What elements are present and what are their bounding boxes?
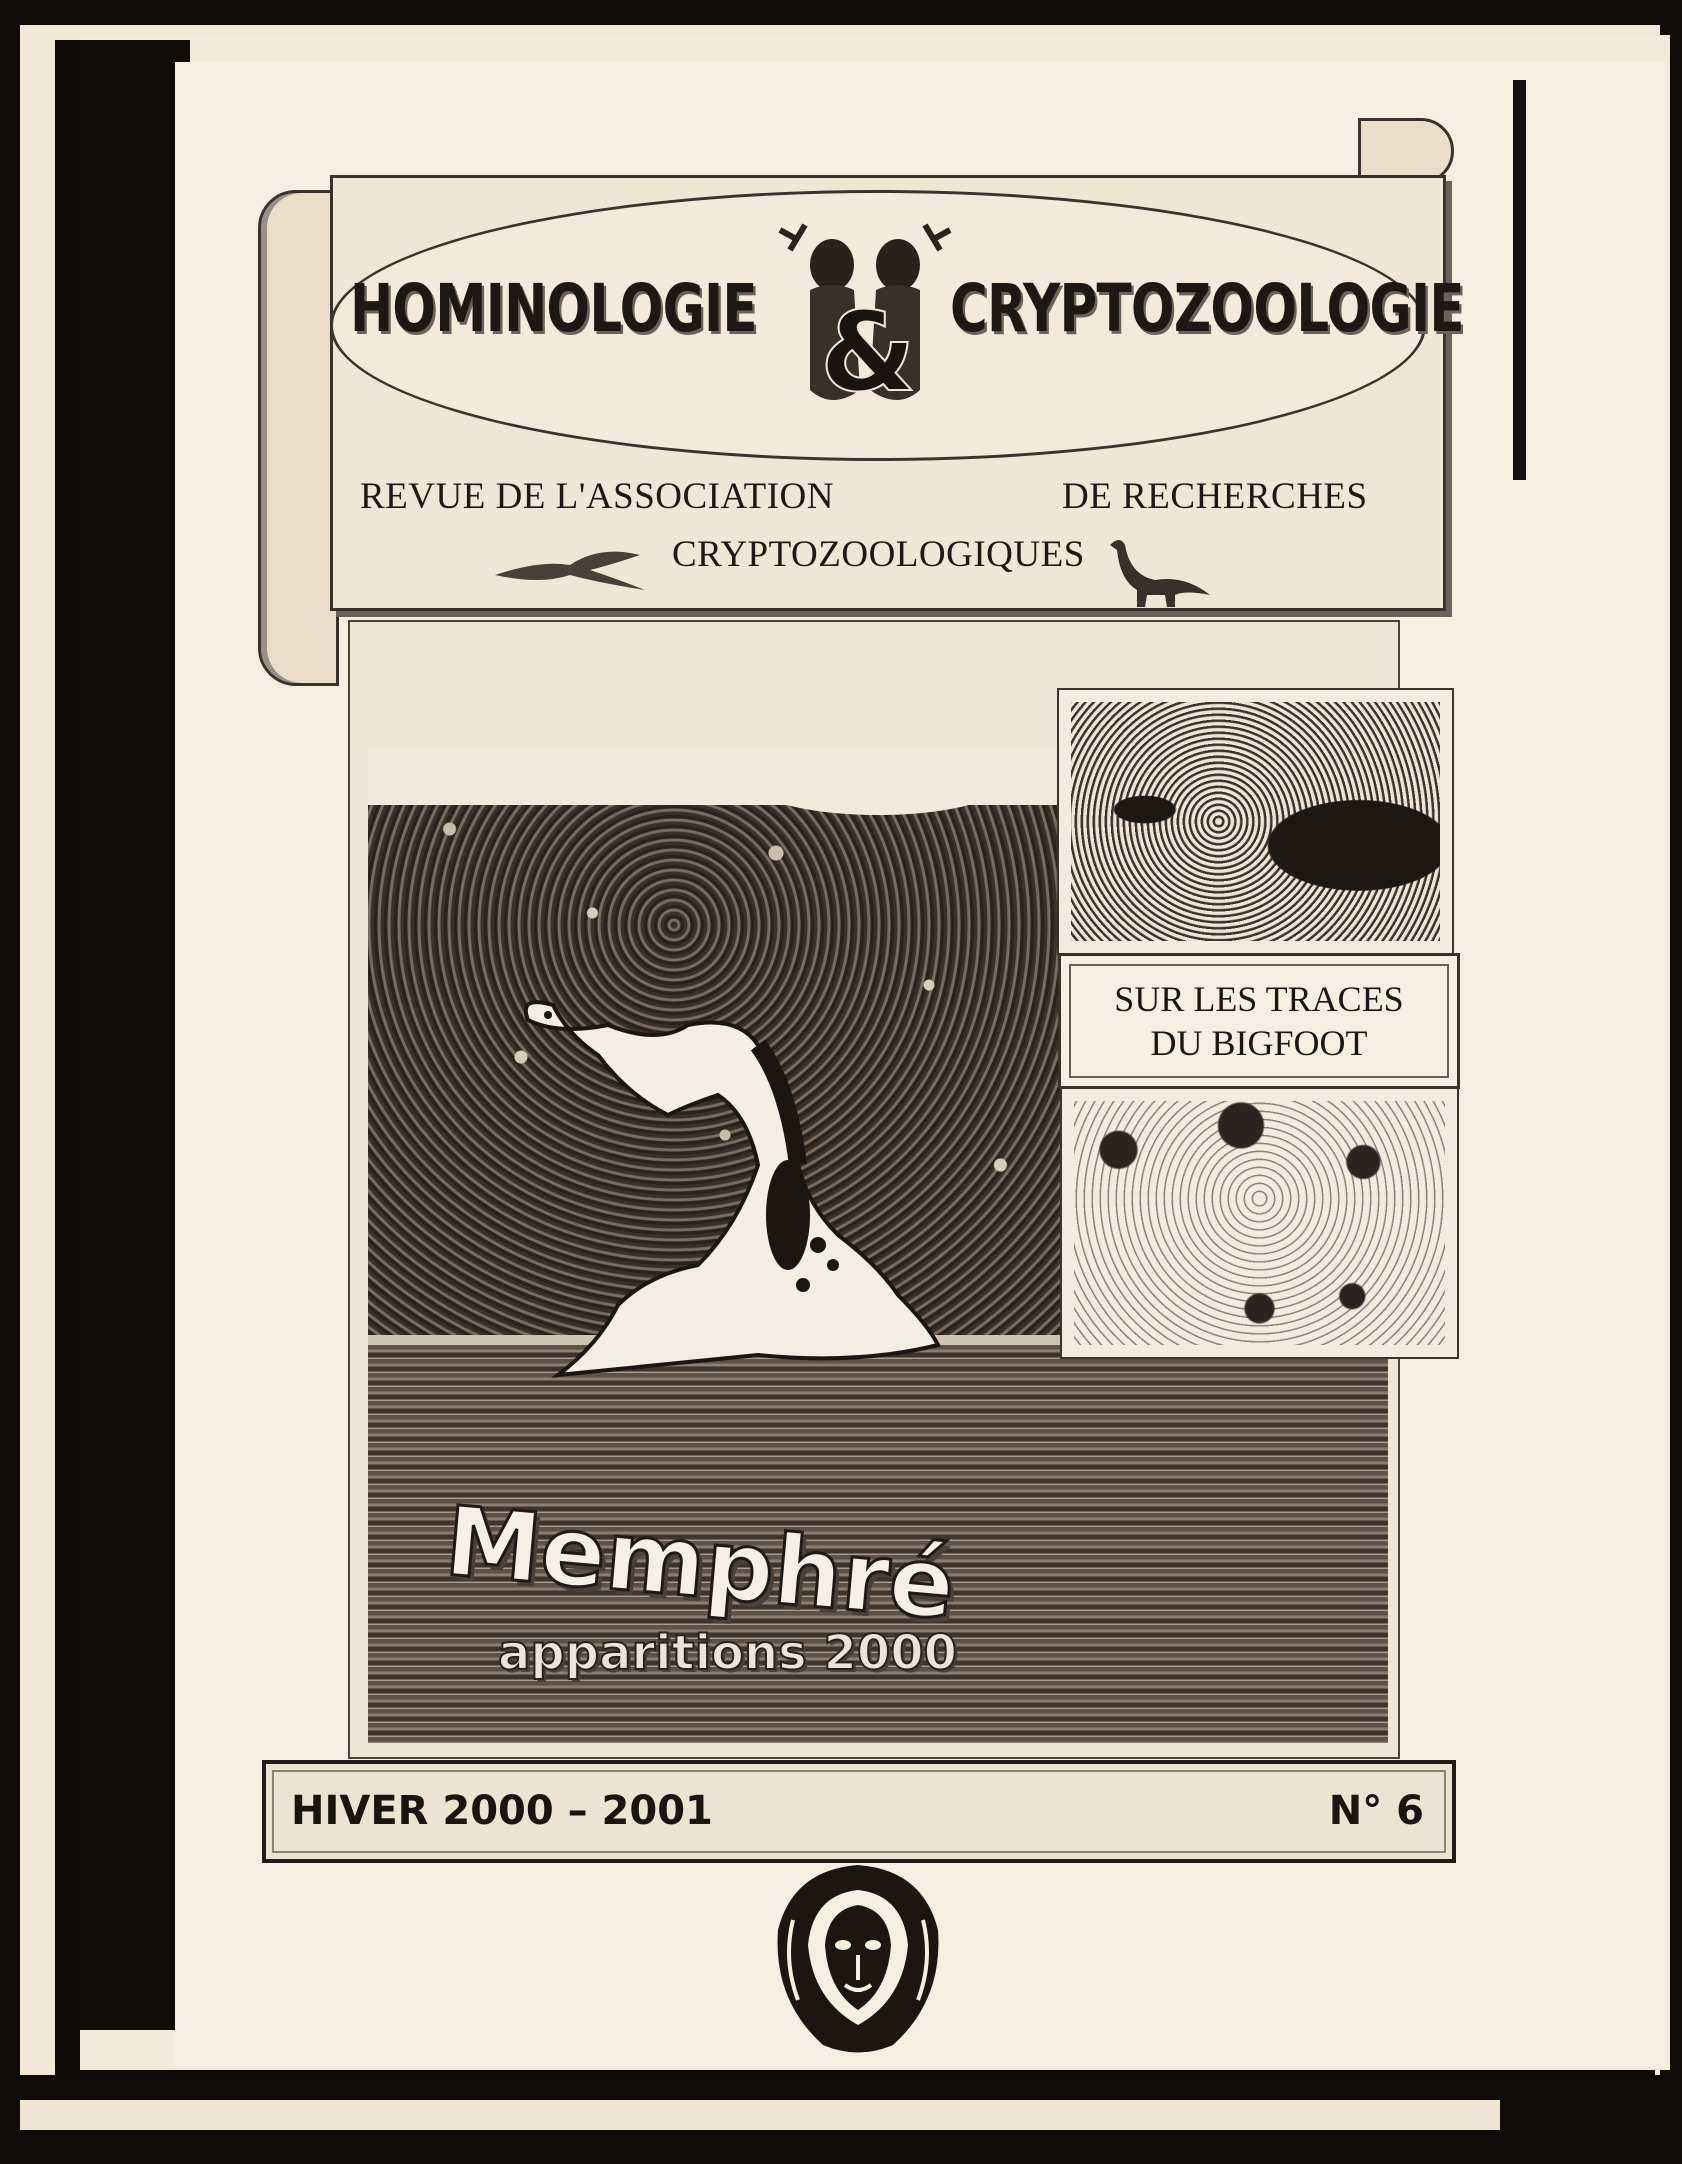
scroll-curl-left xyxy=(258,190,339,686)
lake-monster-illustration xyxy=(458,965,1018,1525)
issue-bar xyxy=(262,1760,1456,1863)
sauropod-icon xyxy=(1105,535,1215,610)
bigfoot-caption-line1: SUR LES TRACES xyxy=(1114,979,1404,1019)
lion-head-icon xyxy=(773,1860,943,2060)
bigfoot-photo-bottom-image xyxy=(1074,1101,1445,1345)
cover-subheadline: apparitions 2000 xyxy=(498,1625,958,1681)
svg-text:&: & xyxy=(820,288,916,416)
bigfoot-photo-top xyxy=(1057,688,1454,955)
bigfoot-caption-box xyxy=(1058,953,1460,1089)
bigfoot-photo-top-image xyxy=(1071,702,1440,941)
cover-headline: Memphré xyxy=(441,1485,960,1642)
paper-sheet-bottom xyxy=(20,2100,1500,2130)
ampersand-hominid-emblem xyxy=(770,220,960,420)
paper-edge-shadow xyxy=(80,40,190,2030)
subtitle-line1-left: REVUE DE L'ASSOCIATION xyxy=(360,476,834,517)
subtitle-line2: CRYPTOZOOLOGIQUES xyxy=(672,534,1085,575)
pterodactyl-icon xyxy=(490,535,650,595)
bigfoot-photo-bottom xyxy=(1060,1087,1459,1359)
subtitle-line1-right: DE RECHERCHES xyxy=(1062,476,1368,517)
bigfoot-caption-line2: DU BIGFOOT xyxy=(1150,1023,1368,1063)
edge-line xyxy=(1513,80,1526,480)
issue-number: N° 6 xyxy=(1328,1788,1424,1834)
issue-season: HIVER 2000 – 2001 xyxy=(291,1788,713,1834)
masthead-title-left: HOMINOLOGIE xyxy=(350,270,757,347)
masthead-title-right: CRYPTOZOOLOGIE xyxy=(950,270,1464,347)
sky-gap xyxy=(748,745,1008,815)
